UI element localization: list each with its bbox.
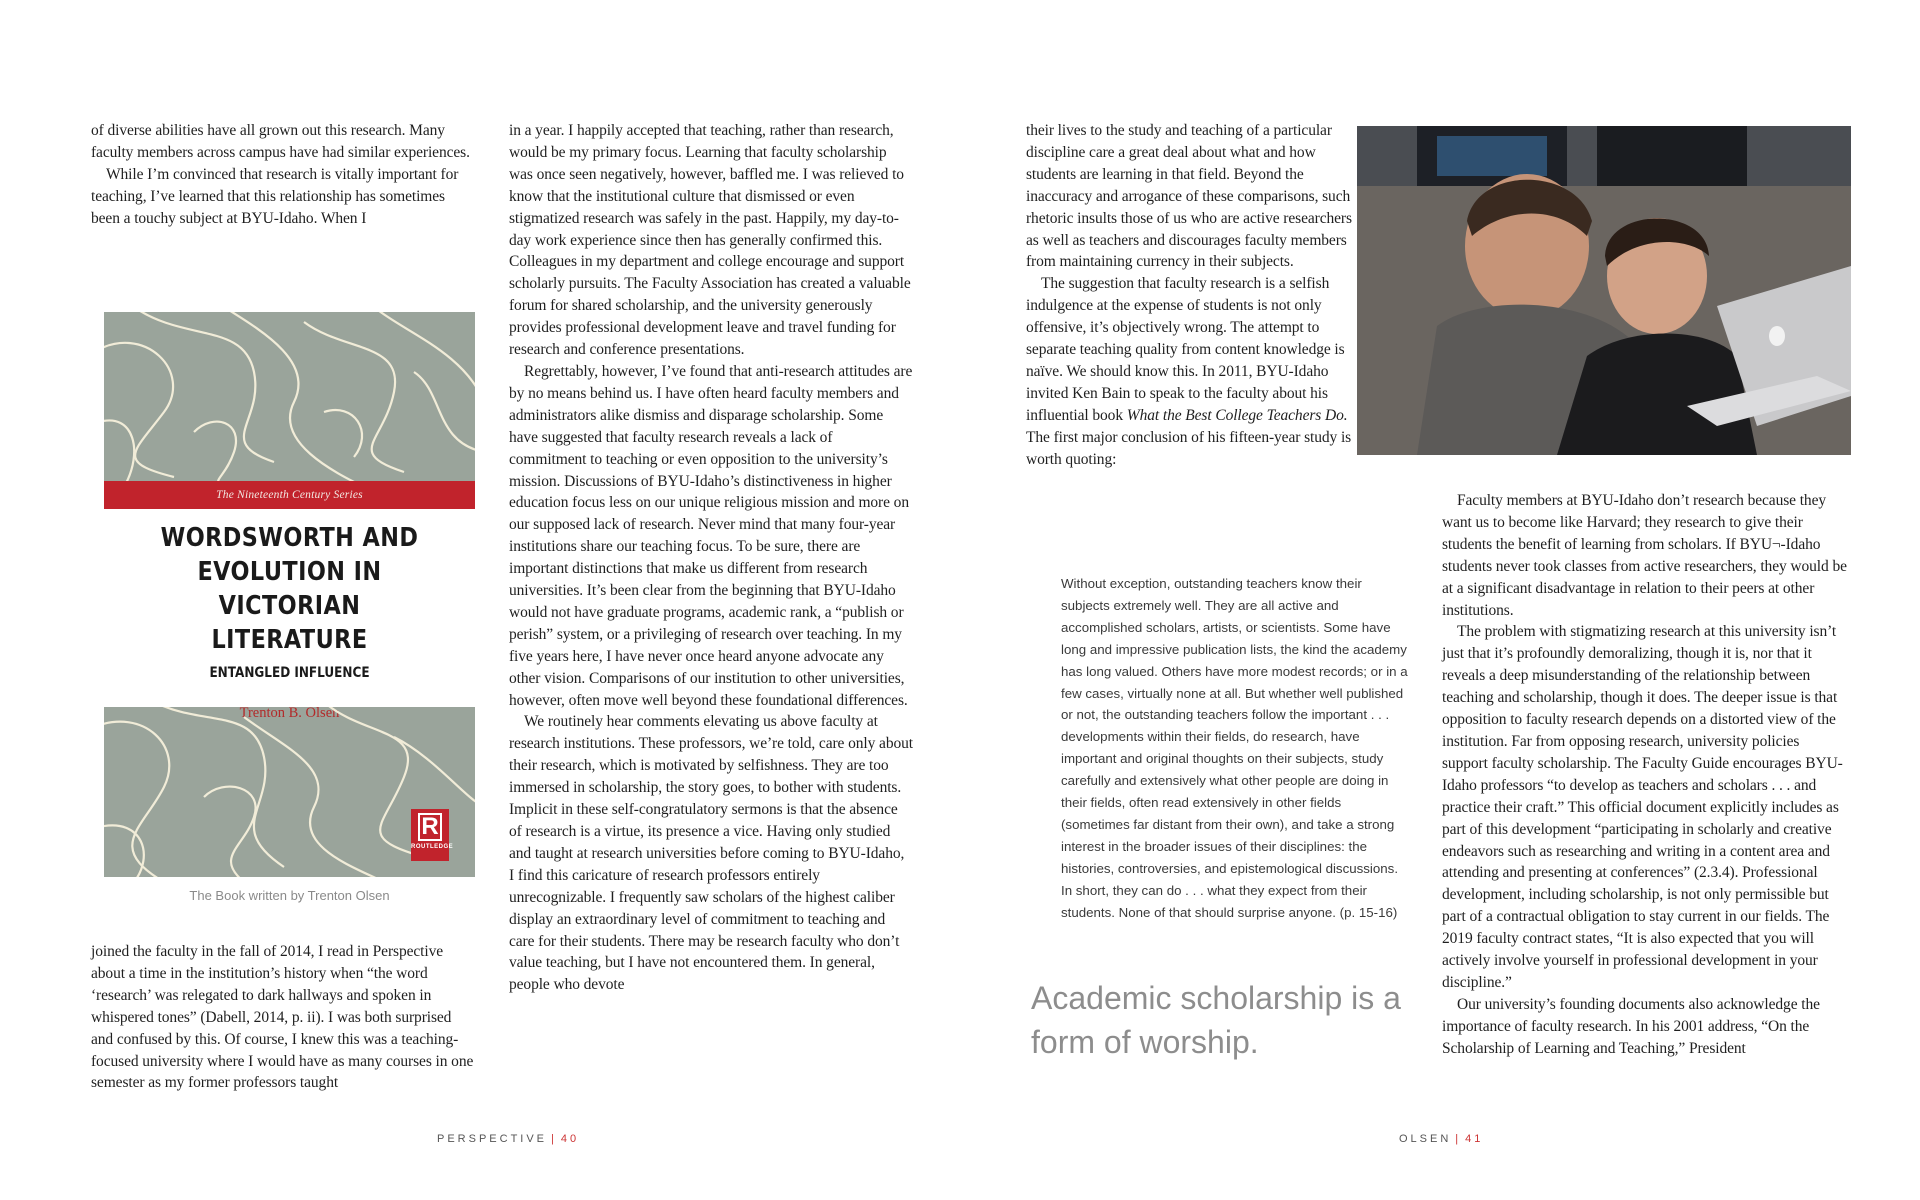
column-4: [1442, 490, 1847, 1060]
book-title-italic: What the Best College Teachers Do.: [1126, 406, 1348, 424]
paragraph: their lives to the study and teaching of a particular discipline care a great deal about what and how students are learning in that field. Beyond the inaccuracy and arrogance of these comparisons, such rhetoric insults those of us who are active researchers as well as teachers and discourages faculty members from maintaining currency in their subjects.: [1026, 122, 1352, 271]
book-author: Trenton B. Olsen: [239, 705, 340, 721]
book-cover-image: [104, 312, 475, 877]
book-pattern-top: [104, 312, 475, 481]
paragraph: Faculty members at BYU-Idaho don’t research because they want us to become like Harvard; they research to give their students the benefit of learning from scholars. If BYU¬-Idaho students never took classes from active researchers, they would be at a significant disadvantage in relation to their peers at other institutions.: [1442, 492, 1847, 619]
footer-separator: |: [1455, 1133, 1462, 1145]
photo-faculty-and-student-at-laptop: [1357, 126, 1851, 455]
photo-illustration: [1357, 126, 1851, 455]
book-title-line: EVOLUTION IN VICTORIAN: [197, 557, 382, 621]
footer-left: [437, 1133, 579, 1145]
page-number: 41: [1465, 1133, 1484, 1145]
book-title-line: LITERATURE: [211, 625, 368, 655]
footer-separator: |: [551, 1133, 557, 1145]
publisher-name: ROUTLEDGE: [411, 844, 454, 850]
paragraph: joined the faculty in the fall of 2014, I read in Perspective about a time in the institution’s history when “the word ‘research’ was relegated to dark hallways and spoken in whispered tones” (Dabell, 2014, p. ii). I was both surprised and confused by this. Of course, I knew this was a teaching-focused university where I would have as many courses in one semester as my former professors taught: [91, 943, 474, 1092]
column-3: [1026, 120, 1356, 471]
column-1-top: [91, 120, 476, 230]
book-title: [130, 521, 449, 657]
publisher-logo: [411, 809, 454, 861]
block-quote: Without exception, outstanding teachers know their subjects extremely well. They are all active and accomplished scholars, artists, or scientists. Some have long and impressive publication lists, the kind the academy has long valued. Others have more modest records; or in a few cases, virtually none at all. But whether well published or not, the outstanding teachers follow the important . . . developments within their fields, do research, have important and original thoughts on their subjects, study carefully and extensively what other people are doing in their fields, often read extensively in other fields (sometimes far distant from their own), and take a strong interest in the broader issues of their disciplines: the histories, controversies, and epistemological discussions. In short, they can do . . . what they expect from their students. None of that should surprise anyone. (p. 15-16): [1061, 576, 1408, 920]
paragraph: of diverse abilities have all grown out this research. Many faculty members across campus have had similar experiences.: [91, 122, 470, 161]
publisher-logo-mark: R: [418, 813, 442, 841]
footer-label: OLSEN: [1399, 1133, 1452, 1145]
column-1-bottom: [91, 941, 476, 1094]
paragraph: We routinely hear comments elevating us above faculty at research institutions. These professors, we’re told, care only about their research, which is motivated by selfishness. They are too immersed in scholarship, the story goes, to bother with students. Implicit in these self-congratulatory sermons is that the absence of research is a virtue, its presence a vice. Having only studied and taught at research universities before coming to BYU-Idaho, I find this caricature of research professors entirely unrecognizable. I frequently saw scholars of the highest caliber display an extraordinary level of commitment to teaching and care for their students. There may be research faculty who don’t value teaching, but I have not encountered them. In general, people who devote: [509, 713, 913, 994]
page-number: 40: [560, 1133, 580, 1145]
book-title-line: WORDSWORTH AND: [160, 523, 419, 553]
paragraph: [1026, 273, 1356, 470]
paragraph: While I’m convinced that research is vitally important for teaching, I’ve learned that this relationship has sometimes been a touchy subject at BYU-Idaho. When I: [91, 165, 459, 227]
image-caption: The Book written by Trenton Olsen: [189, 888, 390, 903]
footer-right: [1399, 1133, 1483, 1145]
paragraph: in a year. I happily accepted that teaching, rather than research, would be my primary focus. Learning that faculty scholarship was once seen negatively, however, baffled me. I was relieved to know that the institutional culture that dismissed or even stigmatized research was safely in the past. Happily, my day-to-day work experience since then has generally confirmed this. Colleagues in my department and college encourage and support scholarly pursuits. The Faculty Association has created a valuable forum for shared scholarship, and the university generously provides professional development leave and travel funding for research and conference presentations.: [509, 122, 911, 359]
book-title-panel: [104, 509, 475, 721]
paragraph: Our university’s founding documents also acknowledge the importance of faculty research. In his 2001 address, “On the Scholarship of Learning and Teaching,” President: [1442, 995, 1820, 1057]
paragraph: The problem with stigmatizing research at this university isn’t just that it’s profoundly demoralizing, though it is, nor that it reveals a deep misunderstanding of the relationship between teaching and scholarship, though it does. The deeper issue is that opposition to faculty research depends on a distorted view of the institution. Far from opposing research, university policies support faculty scholarship. The Faculty Guide encourages BYU-Idaho professors “to develop as teachers and scholars . . . and practice their craft.” This official document explicitly includes as part of this development “participating in scholarly and creative endeavors such as researching and writing in a content area and attending and presenting at conferences” (2.3.4). Professional development, including scholarship, is not only permissible but part of a contractual obligation to stay current in our fields. The 2019 faculty contract states, “It is also expected that you will actively involve yourself in professional development in your discipline.”: [1442, 623, 1843, 991]
paragraph: Regrettably, however, I’ve found that anti-research attitudes are by no means behind us. I have often heard faculty members and administrators alike dismiss and disparage scholarship. Some have suggested that faculty research reveals a lack of commitment to teaching or even opposition to the university’s mission. Discussions of BYU-Idaho’s distinctiveness in higher education focus less on our unique religious mission and more on our supposed lack of research. Never mind that many four-year institutions share our teaching focus. To be sure, there are important distinctions that make us different from research universities. It’s been clear from the beginning that BYU-Idaho would not have graduate programs, academic rank, a “publish or perish” system, or a privileging of research over teaching. In my five years here, I have never once heard anyone advocate any other vision. Comparisons of our institution to other universities, however, often move well beyond these foundational differences.: [509, 362, 913, 709]
book-subtitle: ENTANGLED INFLUENCE: [209, 665, 370, 681]
text-run: The suggestion that faculty research is a selfish indulgence at the expense of students is not only offensive, it’s objectively wrong. The attempt to separate teaching quality from content knowledge is naïve. We should know this. In 2011, BYU-Idaho invited Ken Bain to speak to the faculty about his influential book: [1026, 275, 1345, 424]
book-series-band: The Nineteenth Century Series: [104, 481, 475, 509]
column-2: [509, 120, 913, 996]
footer-label: PERSPECTIVE: [437, 1133, 548, 1145]
pull-quote: Academic scholarship is a form of worship.: [1031, 980, 1401, 1060]
text-run: The first major conclusion of his fifteen-year study is worth quoting:: [1026, 428, 1352, 468]
